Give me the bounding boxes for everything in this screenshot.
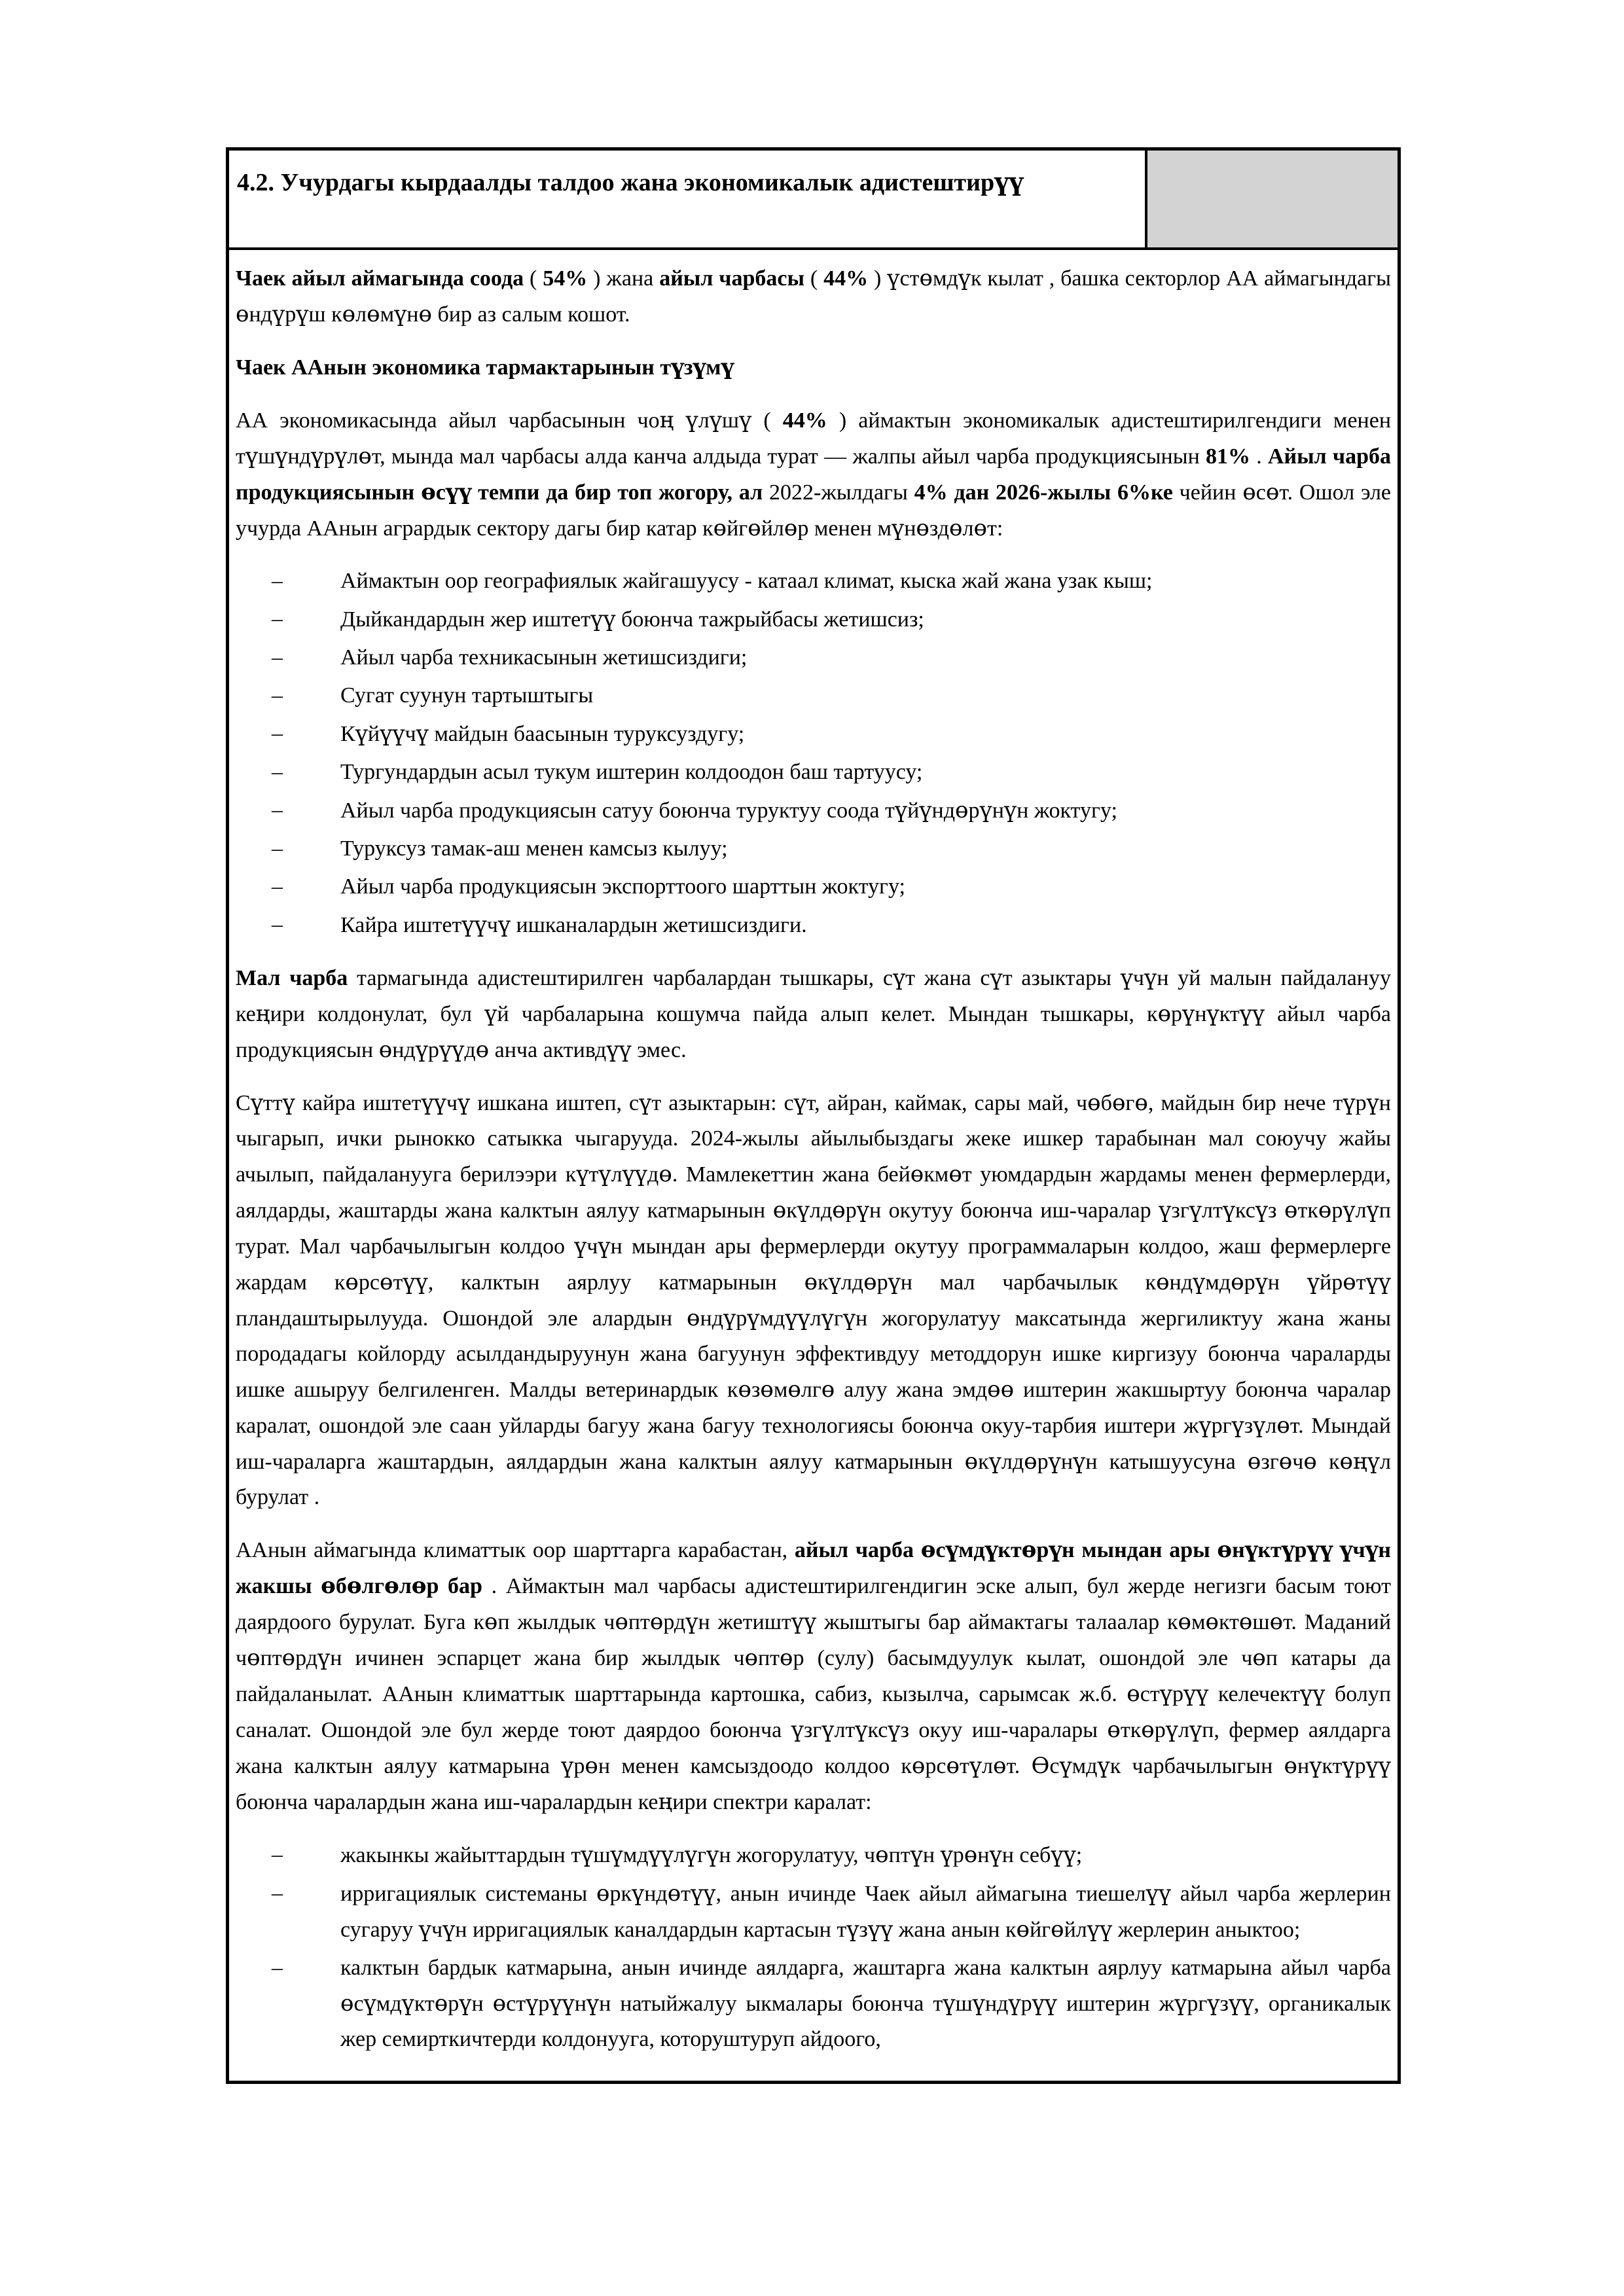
- list-item: [236, 564, 1391, 599]
- list-item: [236, 678, 1391, 713]
- paragraph-livestock: Мал чарба тармагында адистештирилген чарбалардан тышкары, сүт жана сүт азыктары үчүн уй малын пайдалануу кеңири колдонулат, бул үй чарбаларына кошумча пайда алып келет. Мындан тышкары, көрүнүктүү айыл чарба продукциясын өндүрүүдө анча активдүү эмес.: [236, 965, 1391, 1063]
- dash-marker: –: [272, 721, 283, 745]
- paragraph-dairy-processing: Сүттү кайра иштетүүчү ишкана иштеп, сүт азыктарын: сүт, айран, каймак, сары май, чөбөгө, майдын бир нече түрүн чыгарып, ички рынокко сатыкка чыгарууда. 2024-жылы айылыбыздагы жеке ишкер тарабынан мал союучу жайы ачылып, пайдаланууга берилээри күтүлүүдө. Мамлекеттин жана бейөкмөт уюмдардын жардамы менен фермерлерди, аялдарды, жаштарды жана калктын аялуу катмарынын өкүлдөрүн окутуу боюнча иш-чаралар үзгүлтүксүз өткөрүлүп турат. Мал чарбачылыгын колдоо үчүн мындан ары фермерлерди окутуу программаларын колдоо, жаш фермерлерге жардам көрсөтүү, калктын аярлуу катмарынын өкүлдөрүн мал чарбачылык көндүмдөрүн үйрөтүү пландаштырылууда. Ошондой эле алардын өндүрүмдүүлүгүн жогорулатуу максатында жергиликтуу жана жаны породадагы койлорду асылдандыруунун жана багуунун эффективдуу методдорун ишке киргизуу боюнча чараларды ишке ашыруу белгиленген. Малды ветеринардык көзөмөлгө алуу жана эмдөө иштерин жакшыртуу боюнча чаралар каралат, ошондой эле саан уйларды багуу жана багуу технологиясы боюнча окуу-тарбия иштери жүргүзүлөт. Мындай иш-чараларга жаштардын, аялдардын жана калктын аялуу катмарынын өкүлдөрүнүн катышуусуна өзгөчө көңүл бурулат .: [236, 1090, 1392, 1509]
- paragraph-trade-share: Чаек айыл аймагында соода ( 54% ) жана айыл чарбасы ( 44% ) үстөмдүк кылат , башка секторлор АА аймагындагы өндүрүш көлөмүнө бир аз салым кошот.: [236, 265, 1391, 327]
- list-item-text: Тургундардын асыл тукум иштерин колдоодон баш тартуусу;: [340, 760, 923, 784]
- dash-marker: –: [272, 798, 283, 822]
- list-item-text: ирригациялык системаны өркүндөтүү, анын ичинде Чаек айыл аймагына тиешелүү айыл чарба жерлерин сугаруу үчүн ирригациялык каналдардын картасын түзүү жана анын көйгөйлүү жерлерин аныктоо;: [340, 1880, 1392, 1943]
- section-title: 4.2. Учурдагы кырдаалды талдоо жана экономикалык адистештирүү: [237, 167, 1024, 196]
- list-item: [236, 1950, 1391, 2057]
- dash-marker: –: [272, 836, 283, 861]
- list-item-text: Күйүүчү майдын баасынын туруксуздугу;: [340, 721, 745, 747]
- section-header-gray-cell: [1145, 151, 1398, 247]
- dash-marker: –: [272, 760, 283, 784]
- list-item: [236, 716, 1391, 752]
- dash-marker: –: [272, 1842, 283, 1867]
- dash-marker: –: [272, 912, 283, 937]
- list-item: [236, 755, 1391, 790]
- dash-marker: –: [272, 874, 283, 899]
- section-title-cell: [229, 151, 1145, 247]
- list-item-text: Туруксуз тамак-аш менен камсыз кылуу;: [340, 836, 728, 861]
- dash-marker: –: [272, 569, 283, 593]
- list-item-text: Айыл чарба продукциясын сатуу боюнча туруктуу соода түйүндөрүнүн жоктугу;: [340, 797, 1117, 823]
- list-item-text: Кайра иштетүүчү ишканалардын жетишсиздиги.: [340, 912, 807, 938]
- list-item-text: Айыл чарба продукциясын экспорттоого шарттын жоктугу;: [340, 874, 905, 899]
- section-body: [229, 250, 1398, 2081]
- list-item: [236, 601, 1391, 637]
- list-item: [236, 869, 1391, 905]
- section-table: [226, 147, 1401, 2084]
- list-item-text: Аймактын оор географиялык жайгашуусу - катаал климат, кыска жай жана узак кыш;: [340, 569, 1153, 593]
- measures-list: [236, 1837, 1391, 2057]
- list-item: [236, 1837, 1391, 1873]
- dash-marker: –: [272, 1956, 283, 1980]
- list-item-text: Дыйкандардын жер иштетүү боюнча тажрыйбасы жетишсиз;: [340, 606, 924, 632]
- dash-marker: –: [272, 607, 283, 631]
- list-item: [236, 1876, 1391, 1948]
- list-item-text: Сугат суунун тартыштыгы: [340, 683, 594, 708]
- list-item-text: Айыл чарба техникасынын жетишсиздиги;: [340, 645, 748, 670]
- paragraph-agriculture-share: АА экономикасында айыл чарбасынын чоң үлүшү ( 44% ) аймактын экономикалык адистештирилгендиги менен түшүндүрүлөт, мында мал чарбасы алда канча алдыда турат — жалпы айыл чарба продукциясынын 81% . Айыл чарба продукциясынын өсүү темпи да бир топ жогору, ал 2022-жылдагы 4% дан 2026-жылы 6%ке чейин өсөт. Ошол эле учурда ААнын агрардык сектору дагы бир катар көйгөйлөр менен мүнөздөлөт:: [236, 407, 1392, 541]
- problems-list: [236, 564, 1391, 943]
- list-item: [236, 793, 1391, 829]
- list-item-text: жакынкы жайыттардын түшүмдүүлүгүн жогорулатуу, чөптүн үрөнүн себүү;: [340, 1842, 1083, 1868]
- dash-marker: –: [272, 683, 283, 708]
- list-item: [236, 831, 1391, 867]
- list-item-text: калктын бардык катмарына, анын ичинде аялдарга, жаштарга жана калктын аярлуу катмарына айыл чарба өсүмдүктөрүн өстүрүүнүн натыйжалуу ыкмалары боюнча түшүндүрүү иштерин жүргүзүү, органикалык жер семирткичтерди колдонууга, которуштуруп айдоого,: [340, 1956, 1391, 2051]
- dash-marker: –: [272, 645, 283, 670]
- dash-marker: –: [272, 1881, 283, 1905]
- list-item: [236, 907, 1391, 943]
- list-item: [236, 640, 1391, 675]
- heading-economy-structure: Чаек ААнын экономика тармактарынын түзүмү: [236, 354, 734, 380]
- paragraph-crop-farming: ААнын аймагында климаттык оор шарттарга карабастан, айыл чарба өсүмдүктөрүн мындан ары өнүктүрүү үчүн жакшы өбөлгөлөр бар . Аймактын мал чарбасы адистештирилгендигин эске алып, бул жерде негизги басым тоют даярдоого бурулат. Буга көп жылдык чөптөрдүн жетиштүү жыштыгы бар аймактагы талаалар көмөктөшөт. Маданий чөптөрдүн ичинен эспарцет жана бир жылдык чөптөр (сулу) басымдуулук кылат, ошондой эле чөп катары да пайдаланылат. ААнын климаттык шарттарында картошка, сабиз, кызылча, сарымсак ж.б. өстүрүү келечектүү болуп саналат. Ошондой эле бул жерде тоют даярдоо боюнча үзгүлтүксүз окуу иш-чаралары өткөрүлүп, фермер аялдарга жана калктын аялуу катмарына үрөн менен камсыздоодо колдоо көрсөтүлөт. Өсүмдүк чарбачылыгын өнүктүрүү боюнча чаралардын жана иш-чаралардын кеңири спектри каралат:: [236, 1537, 1392, 1815]
- section-header-row: [229, 151, 1398, 250]
